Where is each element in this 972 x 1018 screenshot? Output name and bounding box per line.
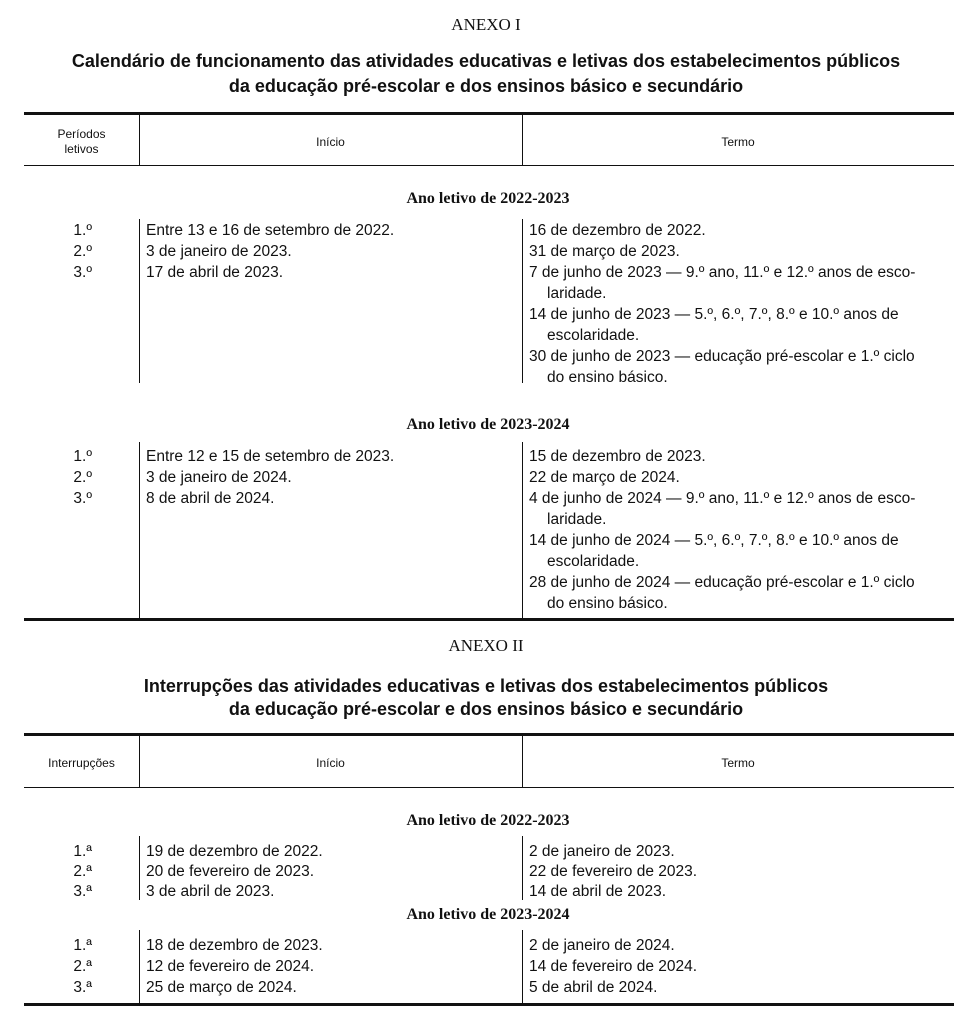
table-1-header-inicio: Início — [316, 135, 345, 149]
table-1-year-2-inicio — [146, 446, 394, 509]
annex-2-title-line-1: Interrupções das atividades educativas e letivas dos estabelecimentos públicos — [143, 676, 829, 696]
inicio-cell: 20 de fevereiro de 2023. — [146, 863, 315, 880]
inicio-cell: 8 de abril de 2024. — [146, 490, 275, 507]
termo-cell: 30 de junho de 2023 — educação pré-escolar e 1.º ciclo — [529, 348, 915, 365]
period-number: 1.º — [73, 222, 92, 239]
table-2-header-rule — [24, 787, 954, 788]
table-1-year-2-termo — [529, 446, 954, 614]
table-2-year-1-divider-2 — [522, 836, 523, 900]
annex-2-title-line-2: da educação pré-escolar e dos ensinos básico e secundário — [228, 699, 744, 719]
annex-2-label: ANEXO II — [448, 636, 524, 655]
table-1-year-1-termo — [529, 220, 954, 388]
inicio-cell: 19 de dezembro de 2022. — [146, 843, 323, 860]
inicio-cell: 17 de abril de 2023. — [146, 264, 284, 281]
table-1-header-periodos: Períodos letivos — [57, 127, 106, 156]
table-2-year-2-inicio — [146, 935, 323, 998]
inicio-cell: Entre 12 e 15 de setembro de 2023. — [146, 448, 395, 465]
table-2-bottom-rule — [24, 1003, 954, 1006]
table-2-header-termo: Termo — [721, 756, 755, 770]
termo-cell-continuation: escolaridade. — [547, 553, 640, 570]
termo-cell-continuation: escolaridade. — [547, 327, 640, 344]
table-1-header-termo: Termo — [721, 135, 755, 149]
table-1-header-rule — [24, 165, 954, 166]
inicio-cell: 3 de janeiro de 2024. — [146, 469, 292, 486]
termo-cell-continuation: laridade. — [547, 511, 607, 528]
annex-1-label: ANEXO I — [451, 15, 521, 34]
table-1-year-1-divider-1 — [139, 219, 140, 383]
inicio-cell: 3 de janeiro de 2023. — [146, 243, 292, 260]
termo-cell: 14 de junho de 2023 — 5.º, 6.º, 7.º, 8.º e 10.º anos de — [529, 306, 899, 323]
table-2-year-heading-1: Ano letivo de 2022-2023 — [406, 812, 570, 829]
table-2-year-1-numbers — [30, 842, 92, 902]
annex-1-title-line-2: da educação pré-escolar e dos ensinos básico e secundário — [228, 76, 744, 96]
termo-cell: 7 de junho de 2023 — 9.º ano, 11.º e 12.º anos de esco- — [529, 264, 916, 281]
table-2-header-inicio: Início — [316, 756, 345, 770]
termo-cell: 15 de dezembro de 2023. — [529, 448, 706, 465]
table-2-header-interrupcoes: Interrupções — [48, 756, 115, 770]
termo-cell-continuation: do ensino básico. — [547, 595, 668, 612]
period-number: 2.º — [73, 243, 92, 260]
table-1-bottom-rule — [24, 618, 954, 621]
interruption-number: 3.ª — [73, 883, 92, 900]
interruption-number: 1.ª — [73, 843, 92, 860]
table-2-year-1-termo — [529, 842, 954, 902]
termo-cell-continuation: do ensino básico. — [547, 369, 668, 386]
interruption-number: 3.ª — [73, 979, 92, 996]
period-number: 3.º — [73, 264, 92, 281]
interruption-number: 2.ª — [73, 863, 92, 880]
table-2-top-rule — [24, 733, 954, 736]
interruption-number: 1.ª — [73, 937, 92, 954]
table-1-year-heading-1: Ano letivo de 2022-2023 — [406, 190, 570, 207]
annex-1-title-line-1: Calendário de funcionamento das atividades educativas e letivas dos estabelecimentos públicos — [71, 51, 901, 71]
period-number: 2.º — [73, 469, 92, 486]
inicio-cell: 3 de abril de 2023. — [146, 883, 275, 900]
table-1-year-1-numbers — [30, 220, 92, 283]
inicio-cell: 12 de fevereiro de 2024. — [146, 958, 315, 975]
termo-cell: 31 de março de 2023. — [529, 243, 680, 260]
termo-cell: 14 de fevereiro de 2024. — [529, 958, 698, 975]
period-number: 1.º — [73, 448, 92, 465]
table-2-year-2-termo — [529, 935, 954, 998]
table-1-year-2-numbers — [30, 446, 92, 509]
termo-cell: 14 de junho de 2024 — 5.º, 6.º, 7.º, 8.º e 10.º anos de — [529, 532, 899, 549]
table-2-year-heading-2: Ano letivo de 2023-2024 — [406, 906, 570, 923]
inicio-cell: Entre 13 e 16 de setembro de 2022. — [146, 222, 395, 239]
interruption-number: 2.ª — [73, 958, 92, 975]
termo-cell: 2 de janeiro de 2023. — [529, 843, 675, 860]
table-2-year-2-divider-1 — [139, 930, 140, 1004]
table-1-year-2-divider-2 — [522, 442, 523, 618]
termo-cell: 14 de abril de 2023. — [529, 883, 667, 900]
termo-cell: 22 de fevereiro de 2023. — [529, 863, 698, 880]
termo-cell: 5 de abril de 2024. — [529, 979, 658, 996]
termo-cell: 16 de dezembro de 2022. — [529, 222, 706, 239]
table-1-year-1-inicio — [146, 220, 394, 283]
termo-cell: 4 de junho de 2024 — 9.º ano, 11.º e 12.º anos de esco- — [529, 490, 916, 507]
table-2-year-2-divider-2 — [522, 930, 523, 1004]
inicio-cell: 25 de março de 2024. — [146, 979, 297, 996]
termo-cell: 28 de junho de 2024 — educação pré-escolar e 1.º ciclo — [529, 574, 915, 591]
inicio-cell: 18 de dezembro de 2023. — [146, 937, 323, 954]
termo-cell: 22 de março de 2024. — [529, 469, 680, 486]
termo-cell-continuation: laridade. — [547, 285, 607, 302]
table-1-year-heading-2: Ano letivo de 2023-2024 — [406, 416, 570, 433]
table-1-top-rule — [24, 112, 954, 115]
table-2-year-1-divider-1 — [139, 836, 140, 900]
period-number: 3.º — [73, 490, 92, 507]
table-1-year-2-divider-1 — [139, 442, 140, 618]
table-1-year-1-divider-2 — [522, 219, 523, 383]
table-2-year-2-numbers — [30, 935, 92, 998]
table-2-year-1-inicio — [146, 842, 323, 902]
termo-cell: 2 de janeiro de 2024. — [529, 937, 675, 954]
